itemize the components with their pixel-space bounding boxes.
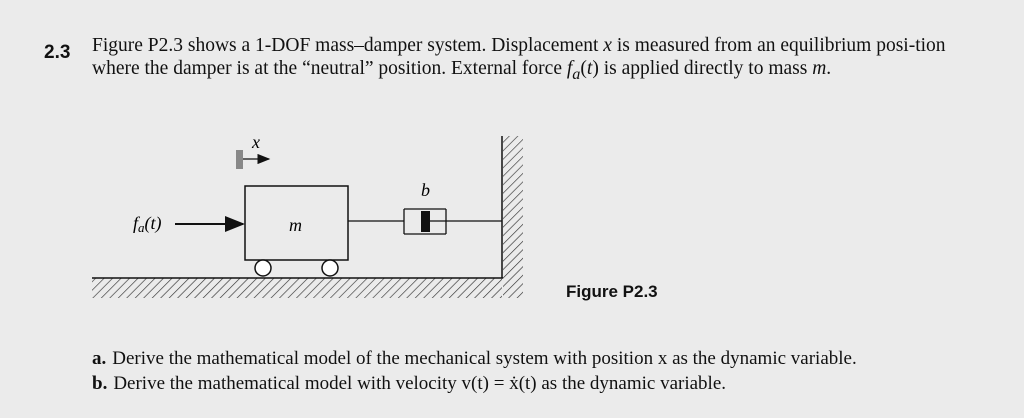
question-list — [92, 346, 992, 396]
ground-hatch — [92, 278, 502, 298]
mass-label: m — [289, 215, 302, 235]
statement-segment: ( — [580, 58, 587, 79]
question-a — [92, 346, 992, 371]
wall-hatch — [503, 136, 523, 298]
statement-segment: . — [826, 58, 832, 79]
wheel-right — [322, 260, 338, 276]
statement-var-x: x — [603, 35, 612, 56]
statement-segment: ) is applied directly to mass — [592, 58, 813, 79]
statement-var-f: f — [566, 58, 573, 79]
problem-number: 2.3 — [44, 42, 71, 63]
damper — [348, 209, 502, 234]
question-text: Derive the mathematical model of the mechanical system with position x as the dynamic variable. — [112, 348, 857, 369]
statement-subscript-a: a — [572, 64, 581, 83]
force-label: fa(t) — [133, 213, 162, 235]
statement-segment: Figure P2.3 shows a 1-DOF mass–damper system. Displacement — [92, 35, 604, 56]
damper-label: b — [421, 180, 430, 200]
figure-caption: Figure P2.3 — [566, 282, 658, 301]
statement-segment: is measured from an equilibrium posi-tion where the damper is at the “neutral” position. External force — [92, 35, 946, 79]
question-b — [92, 371, 992, 396]
statement-var-m: m — [812, 58, 827, 79]
wheel-left — [255, 260, 271, 276]
question-label: b. — [92, 373, 108, 394]
question-text: Derive the mathematical model with velocity v(t) = ẋ(t) as the dynamic variable. — [113, 373, 727, 394]
reference-marker — [236, 150, 243, 169]
question-label: a. — [92, 348, 107, 369]
displacement-label: x — [252, 132, 260, 152]
statement-var-t: t — [586, 58, 593, 79]
